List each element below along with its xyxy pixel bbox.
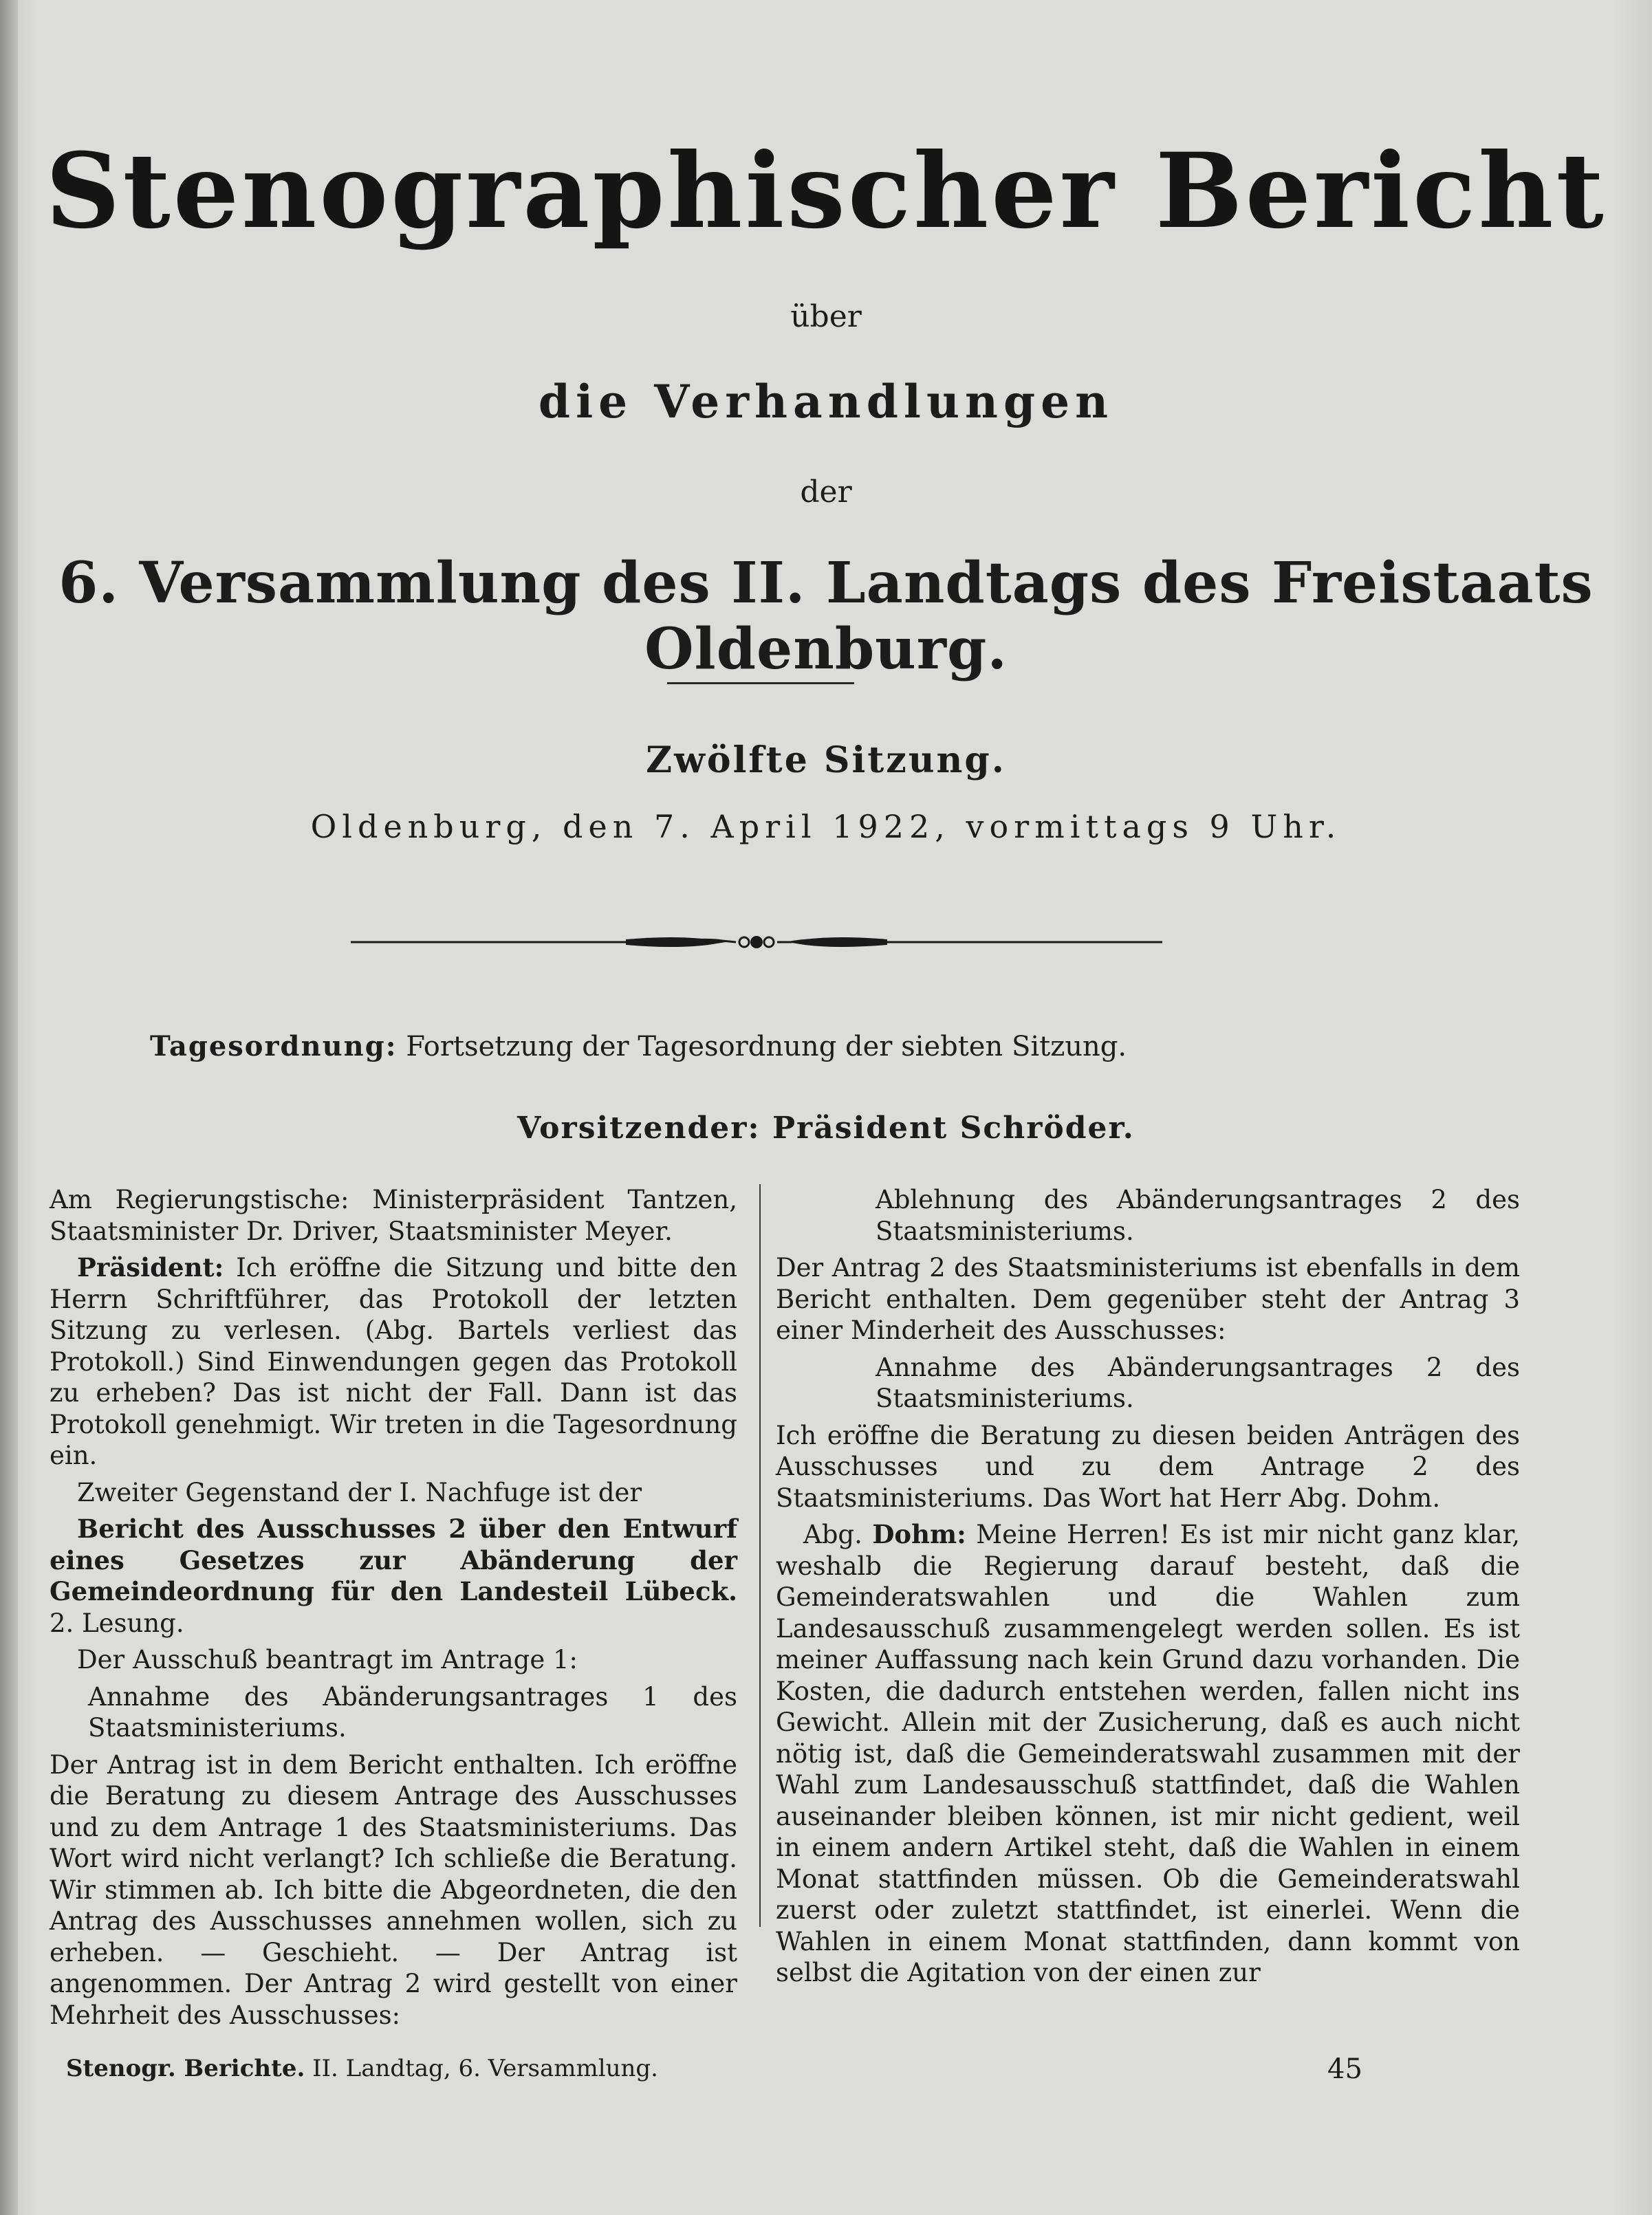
report-reading: 2. Lesung.	[50, 1608, 184, 1638]
chair-line: Vorsitzender: Präsident Schröder.	[517, 1111, 1135, 1146]
report-title: Bericht des Ausschusses 2 über den Entwurf eines Gesetzes zur Abänderung der Gemeindeordnung für den Landesteil Lübeck.	[50, 1514, 737, 1606]
subtitle-verhandlungen: die Verhandlungen	[538, 375, 1114, 428]
right-column	[776, 1184, 1520, 1994]
speaker-dohm: Dohm:	[872, 1519, 966, 1549]
paragraph-agenda-item: Zweiter Gegenstand der I. Nachfuge ist der	[77, 1477, 642, 1507]
session-dateline: Oldenburg, den 7. April 1922, vormittags 9 Uhr.	[310, 808, 1342, 845]
paragraph-report	[50, 1514, 737, 1639]
session-title: Zwölfte Sitzung.	[646, 739, 1006, 781]
speaker-president: Präsident:	[77, 1252, 224, 1283]
agenda-label: Tagesordnung:	[150, 1030, 398, 1062]
subtitle-der: der	[800, 474, 852, 510]
motion-3-text: Annahme des Abänderungsantrages 2 des Staatsministeriums.	[876, 1352, 1520, 1413]
president-text: Ich eröffne die Sitzung und bitte den Herrn Schriftführer, das Protokoll der letzten Sitzung zu verlesen. (Abg. Bartels verliest das Protokoll.) Sind Einwendungen gegen das Protokoll zu erheben? Das ist nicht der Fall. Dann ist das Protokoll genehmigt. Wir treten in die Tagesordnung ein.	[50, 1253, 737, 1470]
document-title: Stenographischer Bericht	[45, 131, 1607, 252]
motion-2-text: Ablehnung des Abänderungsantrages 2 des Staatsministeriums.	[876, 1185, 1520, 1246]
paragraph-dohm	[776, 1519, 1520, 1989]
paragraph-committee-motion: Der Ausschuß beantragt im Antrage 1:	[77, 1645, 578, 1674]
footer-label: Stenogr. Berichte.	[66, 2055, 305, 2082]
paragraph-deliberation: Ich eröffne die Beratung zu diesen beiden Anträgen des Ausschusses und zu dem Antrage 2 des Staatsministeriums. Das Wort hat Herr Abg. Dohm.	[776, 1420, 1520, 1513]
column-divider	[759, 1184, 761, 1927]
dohm-prefix: Abg.	[803, 1520, 862, 1549]
dohm-text: Meine Herren! Es ist mir nicht ganz klar, weshalb die Regierung darauf besteht, daß die Gemeinderatswahlen und die Wahlen zum Landesausschuß zusammengelegt werden sollen. Es ist meiner Auffassung nach kein Grund dazu vorhanden. Die Kosten, die dadurch entstehen werden, fallen nicht ins Gewicht. Allein mit der Zusicherung, daß es auch nicht nötig ist, daß die Gemeinderatswahl zusammen mit der Wahl zum Landesausschuß stattfindet, daß die Wahlen auseinander bleiben können, ist mir nicht gedient, weil in einem andern Artikel steht, daß die Wahlen in einem Monat stattfinden müssen. Ob die Gemeinderatswahl zuerst oder zuletzt stattfindet, ist einerlei. Wenn die Wahlen in einem Monat stattfinden, dann kommt von selbst die Agitation von der einen zur	[776, 1520, 1520, 1987]
government-bench: Am Regierungstische: Ministerpräsident Tantzen, Staatsminister Dr. Driver, Staatsminister Meyer.	[50, 1185, 737, 1246]
short-divider	[667, 682, 854, 684]
motion-1-text: Annahme des Abänderungsantrages 1 des Staatsministeriums.	[88, 1681, 737, 1743]
ornamental-rule	[351, 928, 1162, 956]
assembly-heading: 6. Versammlung des II. Landtags des Freistaats Oldenburg.	[58, 550, 1594, 682]
paragraph-president	[50, 1252, 737, 1472]
agenda-line	[150, 1030, 1127, 1062]
page-number: 45	[1327, 2053, 1362, 2085]
paragraph-motion-3: Der Antrag 2 des Staatsministeriums ist ebenfalls in dem Bericht enthalten. Dem gegenüber steht der Antrag 3 einer Minderheit des Ausschusses:	[776, 1253, 1520, 1345]
footer-text: II. Landtag, 6. Versammlung.	[312, 2055, 658, 2082]
page-footer	[66, 2055, 658, 2082]
paragraph-vote: Der Antrag ist in dem Bericht enthalten. Ich eröffne die Beratung zu diesem Antrage des Ausschusses und zu dem Antrage 1 des Staatsministeriums. Das Wort wird nicht verlangt? Ich schließe die Beratung. Wir stimmen ab. Ich bitte die Abgeordneten, die den Antrag des Ausschusses annehmen wollen, sich zu erheben. — Geschieht. — Der Antrag ist angenommen. Der Antrag 2 wird gestellt von einer Mehrheit des Ausschusses:	[50, 1749, 737, 2030]
agenda-text: Fortsetzung der Tagesordnung der siebten Sitzung.	[406, 1031, 1127, 1062]
left-column	[50, 1184, 737, 2036]
subtitle-ueber: über	[790, 299, 862, 334]
